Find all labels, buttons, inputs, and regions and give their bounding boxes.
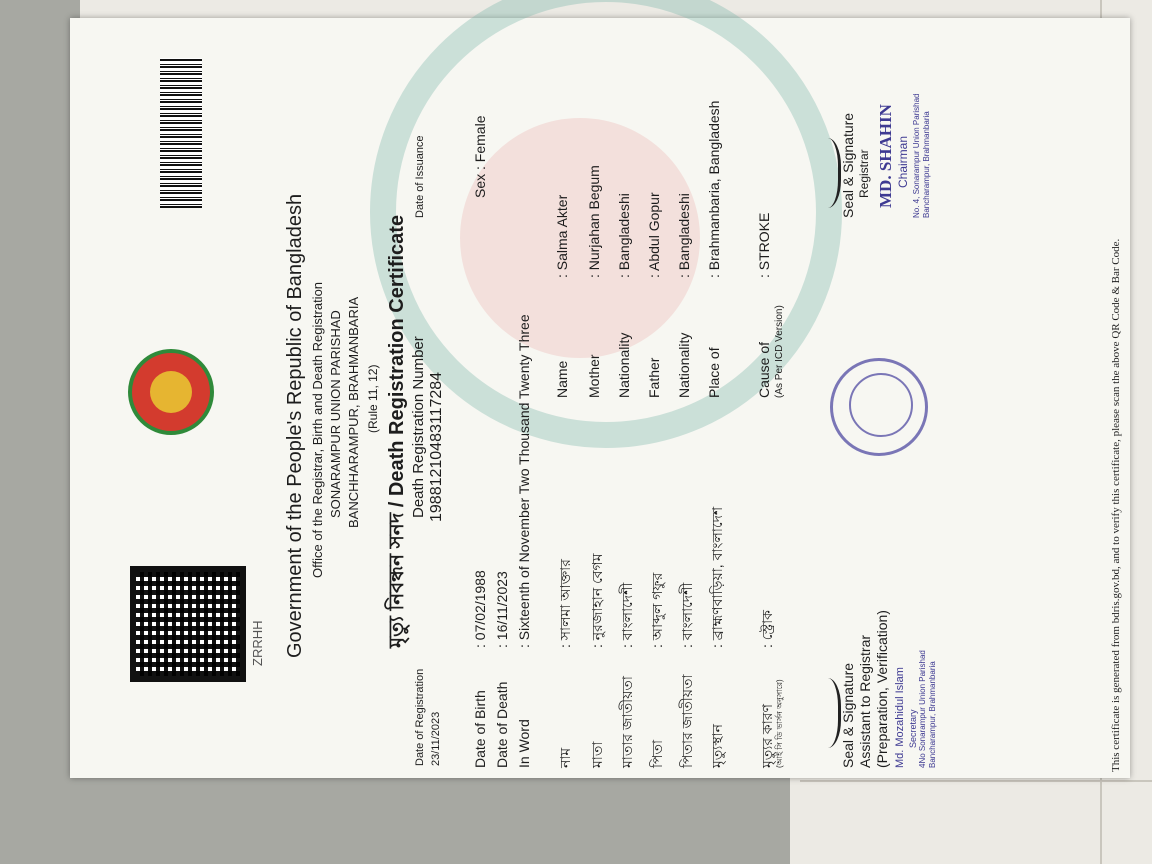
rule-text: (Rule 11, 12) [366,364,380,433]
date-of-registration-label: Date of Registration [414,668,426,766]
death-certificate [70,18,1130,778]
left-signature-role: Assistant to Registrar [857,634,873,768]
father-nationality-bn-value: : বাংলাদেশী [679,582,695,648]
mother-nationality-bn-value: : বাংলাদেশী [619,582,635,648]
mother-en-label: Mother [586,354,602,398]
right-stamp-line1: No. 4, Sonarampur Union Parishad [912,93,921,218]
union-parishad-seal [830,358,928,456]
inword-label: In Word [516,719,532,768]
mother-nationality-en-value: : Bangladeshi [616,193,632,278]
certificate-title: মৃত্যু নিবন্ধন সনদ / Death Registration Certificate [386,214,408,648]
dob-label: Date of Birth [472,690,488,768]
inword-value: : Sixteenth of November Two Thousand Twenty Three [516,314,532,648]
name-en-value: : Salma Akter [554,194,570,278]
registration-number: 19881210483117284 [428,371,445,522]
cause-bn-value: : স্ট্রোক [759,610,775,648]
father-bn-label: পিতা [649,739,665,768]
name-bn-label: নাম [557,747,573,768]
cause-en-sub: (As Per ICD Version) [774,305,785,398]
left-signature [808,678,841,748]
sex-value: Sex : Female [472,115,488,198]
right-signature-title: Seal & Signature [840,112,856,218]
date-of-issuance-label: Date of Issuance [414,135,426,218]
right-signature [808,138,841,208]
left-signature-sub: (Preparation, Verification) [874,610,890,768]
place-en-value: : Brahmanbaria, Bangladesh [706,100,722,278]
footer-note: This certificate is generated from bdris.gov.bd, and to verify this certificate, please scan the above QR Code & Bar Code. [1110,238,1122,772]
mother-en-value: : Nurjahan Begum [586,165,602,278]
right-stamp-role: Chairman [896,135,910,188]
cause-en-label: Cause of [756,341,772,398]
place-en-label: Place of [706,347,722,398]
government-title: Government of the People's Republic of Bangladesh [284,193,306,658]
mother-nationality-bn-label: মাতার জাতীয়তা [619,676,635,768]
date-of-registration: 23/11/2023 [430,711,442,766]
left-stamp-line2: Bancharampur, Brahmanbaria [928,661,937,768]
right-stamp-name: MD. SHAHIN [876,104,895,208]
place-bn-label: মৃত্যুস্থান [709,723,725,768]
registration-code: ZRRHH [250,620,265,666]
district-name: BANCHHARAMPUR, BRAHMANBARIA [346,296,361,528]
barcode [160,58,202,208]
left-stamp-role: Secretary [908,709,918,748]
office-title: Office of the Registrar, Birth and Death Registration [310,281,325,578]
father-en-value: : Abdul Gopur [646,192,662,278]
dod-label: Date of Death [494,681,510,768]
mother-bn-value: : নুরজাহান বেগম [589,553,605,648]
left-signature-title: Seal & Signature [840,662,856,768]
place-bn-value: : ব্রাহ্মণবাড়িয়া, বাংলাদেশ [709,506,725,648]
left-stamp-line1: 4No Sonarampur Union Parishad [918,650,927,768]
father-bn-value: : আব্দুল গফুর [649,572,665,648]
father-nationality-en-label: Nationality [676,332,692,398]
dod-value: : 16/11/2023 [494,571,510,648]
mother-nationality-en-label: Nationality [616,332,632,398]
father-nationality-en-value: : Bangladeshi [676,193,692,278]
union-name: SONARAMPUR UNION PARISHAD [328,310,343,518]
mother-bn-label: মাতা [589,741,605,768]
left-stamp-name: Md. Mozahidul Islam [894,667,906,768]
name-en-label: Name [554,360,570,398]
father-nationality-bn-label: পিতার জাতীয়তা [679,674,695,768]
watermark-center [460,115,700,358]
dob-value: : 07/02/1988 [472,570,488,648]
cause-bn-sub: (আই সি ডি ভার্সন অনুসারে) [775,679,784,768]
registration-number-label: Death Registration Number [410,336,427,518]
father-en-label: Father [646,357,662,398]
right-stamp-line2: Bancharampur, Brahmanbaria [922,111,931,218]
bangladesh-emblem-icon [128,349,214,435]
name-bn-value: : সালমা আক্তার [557,559,573,648]
cause-bn-label: মৃত্যুর কারণ [759,704,775,768]
cause-en-value: : STROKE [756,212,772,278]
qr-code [130,566,246,682]
right-signature-role: Registrar [857,149,871,198]
